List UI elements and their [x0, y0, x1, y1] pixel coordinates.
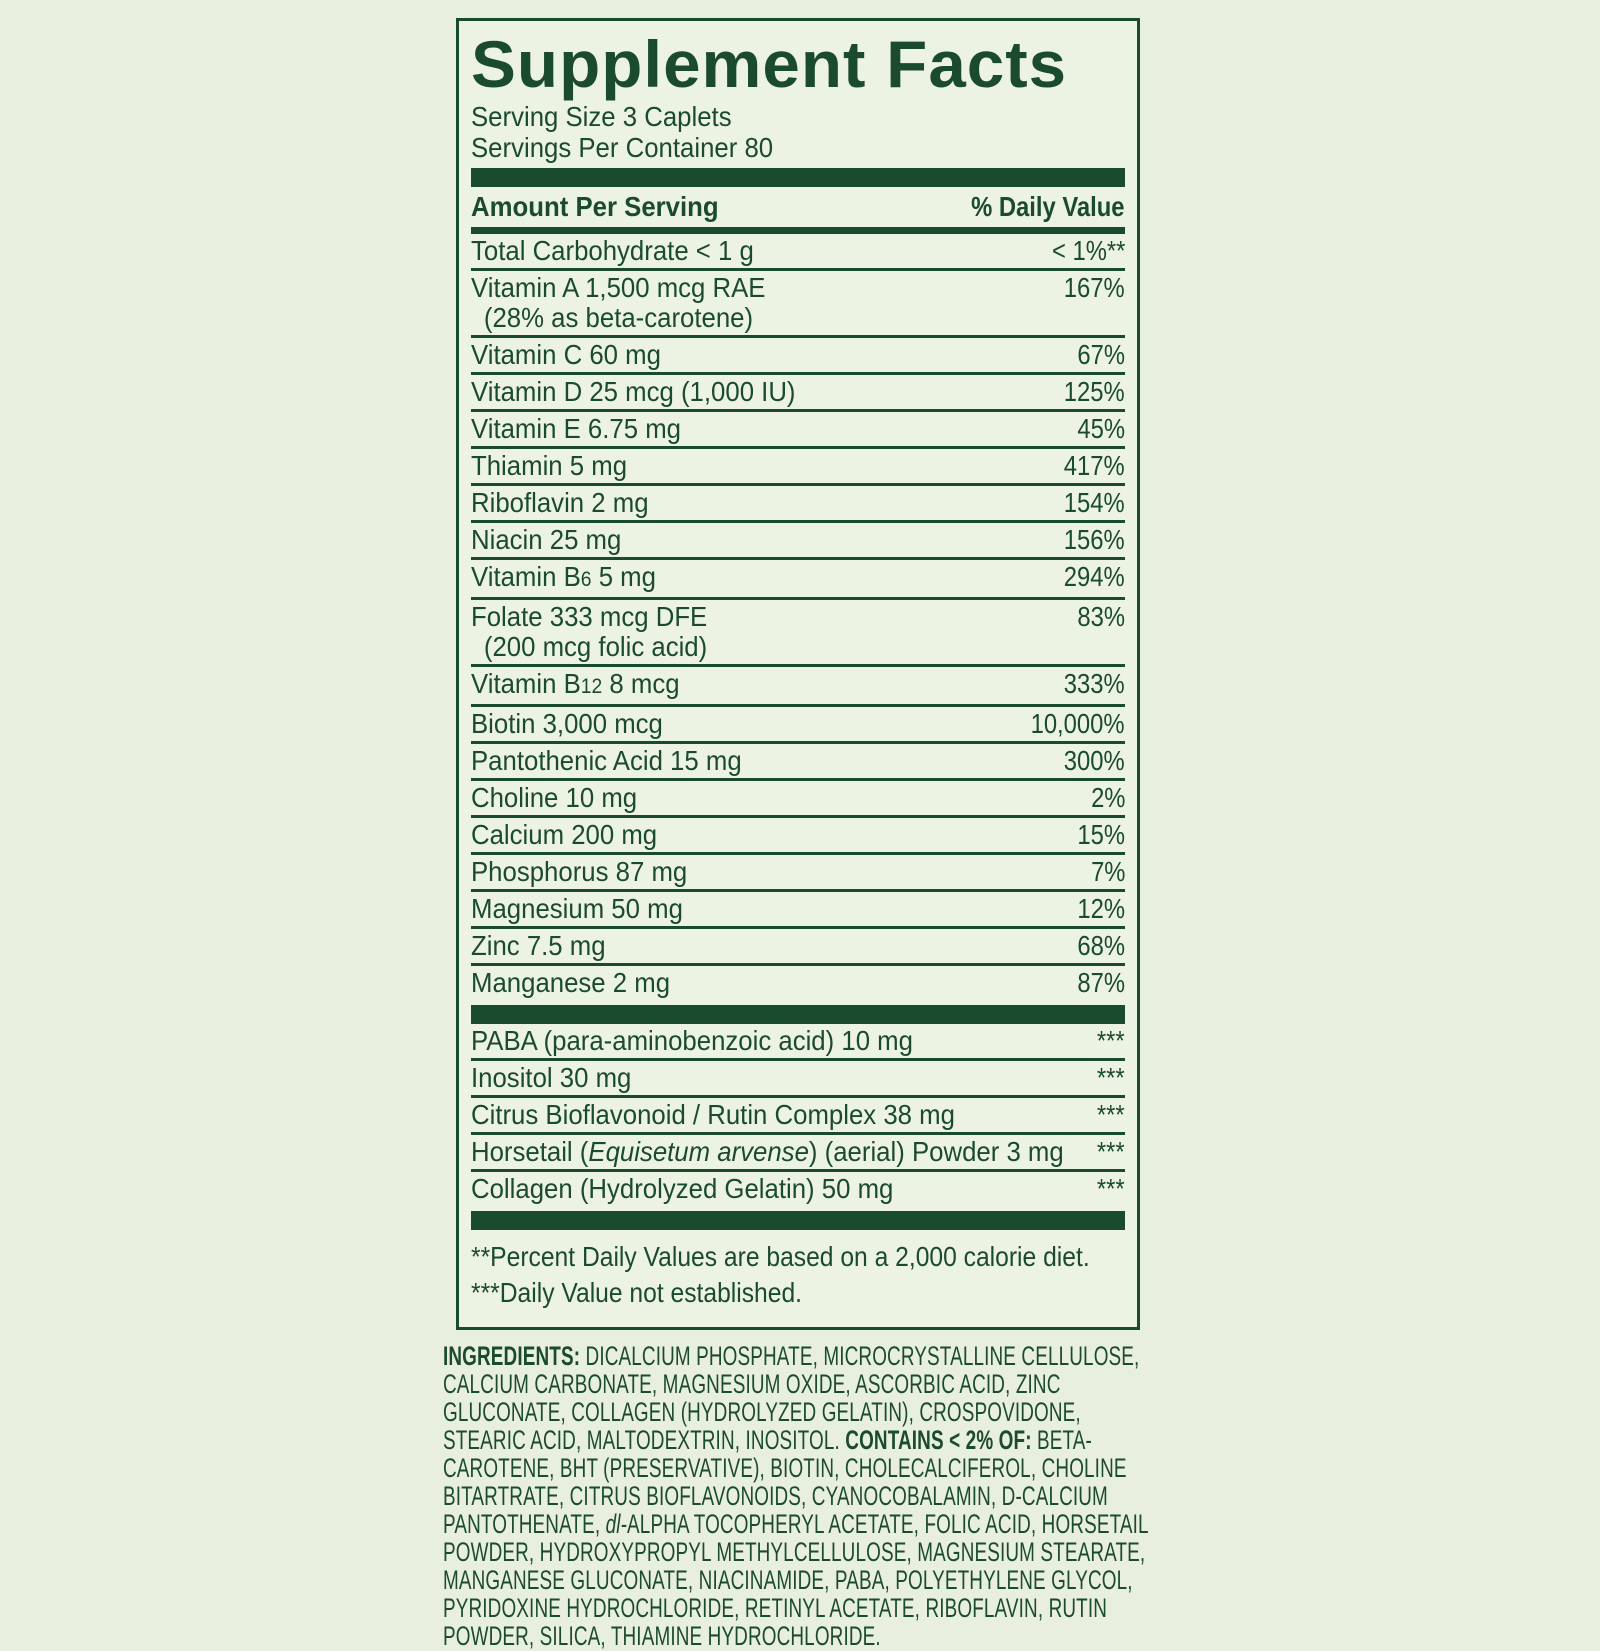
nutrient-row — [471, 600, 1125, 667]
text: PABA (para-aminobenzoic acid) 10 mg — [471, 1025, 913, 1056]
nutrient-row — [471, 1061, 1125, 1098]
nutrient-row — [471, 560, 1125, 600]
nutrient-label — [471, 1100, 1073, 1130]
servings-per-container: Servings Per Container 80 — [471, 132, 774, 163]
text: 5 mg — [591, 561, 656, 592]
italic-text: dl- — [605, 1509, 628, 1539]
divider-bar-bottom — [471, 1211, 1125, 1230]
nutrient-value: 68% — [1077, 930, 1125, 961]
other-ingredients-table — [471, 1024, 1125, 1206]
footnotes — [471, 1230, 1125, 1311]
nutrient-row — [471, 271, 1125, 338]
nutrient-row — [471, 818, 1125, 855]
table-header — [471, 187, 1125, 227]
nutrient-row — [471, 1172, 1125, 1206]
text: 8 mcg — [602, 668, 680, 699]
nutrient-value: 333% — [1064, 668, 1125, 699]
text: Choline 10 mg — [471, 782, 638, 813]
divider-bar-top — [471, 168, 1125, 187]
nutrient-row — [471, 744, 1125, 781]
text: 6 — [580, 568, 592, 591]
bold-text: INGREDIENTS: — [443, 1341, 586, 1371]
nutrient-value: 2% — [1090, 782, 1125, 813]
text: Total Carbohydrate < 1 g — [471, 235, 754, 266]
text: Vitamin C 60 mg — [471, 339, 661, 370]
nutrient-label — [471, 968, 1073, 998]
text: ALPHA TOCOPHERYL ACETATE, FOLIC ACID, HORSETAIL POWDER, HYDROXYPROPYL METHYLCELLULOSE, MAGNESIUM STEARATE, MANGANESE GLUCONATE, NIACINAMIDE, PABA, POLYETHYLENE GLYCOL, PYRIDOXINE HYDROCHLORIDE, RETINYL ACETATE, RIBOFLAVIN, RUTIN POWDER, SILICA, THIAMINE HYDROCHLORIDE. — [443, 1509, 1148, 1651]
nutrient-value: 300% — [1064, 745, 1125, 776]
text: Vitamin B — [471, 668, 581, 699]
text: Niacin 25 mg — [471, 524, 622, 555]
nutrient-label — [471, 1174, 1073, 1204]
nutrient-sublabel: (28% as beta-carotene) — [483, 302, 754, 333]
nutrient-label — [471, 377, 1073, 407]
nutrient-row — [471, 781, 1125, 818]
text: ) (aerial) Powder 3 mg — [808, 1136, 1064, 1167]
nutrient-row — [471, 892, 1125, 929]
nutrient-value: 10,000% — [1031, 708, 1125, 739]
nutrient-label — [471, 820, 1073, 850]
nutrient-value: *** — [1097, 1062, 1125, 1093]
nutrient-label — [471, 451, 1073, 481]
text: Pantothenic Acid 15 mg — [471, 745, 742, 776]
text: Inositol 30 mg — [471, 1062, 632, 1093]
nutrient-label — [471, 783, 1073, 813]
nutrient-value: 154% — [1064, 487, 1125, 518]
label-content — [443, 18, 1163, 1650]
nutrient-label — [471, 894, 1073, 924]
text: Manganese 2 mg — [471, 967, 671, 998]
nutrient-label — [471, 488, 1073, 518]
amount-per-serving-header: Amount Per Serving — [471, 191, 719, 222]
nutrient-value: 125% — [1064, 376, 1125, 407]
text: Horsetail ( — [471, 1136, 589, 1167]
nutrient-row — [471, 1024, 1125, 1061]
ingredients-paragraph — [443, 1342, 1150, 1650]
nutrient-label — [471, 857, 1073, 887]
footnote-line: **Percent Daily Values are based on a 2,000 calorie diet. — [471, 1241, 1090, 1272]
nutrient-value: 294% — [1064, 561, 1125, 592]
nutrient-label — [471, 669, 1073, 702]
text: 12 — [580, 675, 603, 698]
nutrient-label — [471, 1137, 1073, 1167]
nutrient-label — [471, 525, 1073, 555]
text: Magnesium 50 mg — [471, 893, 683, 924]
nutrient-row — [471, 412, 1125, 449]
text: Phosphorus 87 mg — [471, 856, 688, 887]
text: Vitamin D 25 mcg (1,000 IU) — [471, 376, 796, 407]
text: Calcium 200 mg — [471, 819, 658, 850]
nutrient-value: 87% — [1077, 967, 1125, 998]
nutrient-label — [471, 602, 1073, 662]
nutrient-value: *** — [1097, 1025, 1125, 1056]
nutrient-row — [471, 375, 1125, 412]
text: Citrus Bioflavonoid / Rutin Complex 38 mg — [471, 1099, 955, 1130]
text: Folate 333 mcg DFE — [471, 601, 708, 632]
text: Thiamin 5 mg — [471, 450, 628, 481]
nutrient-label — [471, 709, 1073, 739]
nutrient-label — [471, 562, 1073, 595]
daily-value-header: % Daily Value — [971, 191, 1125, 222]
text: Zinc 7.5 mg — [471, 930, 606, 961]
nutrient-row — [471, 1135, 1125, 1172]
nutrient-row — [471, 449, 1125, 486]
nutrient-label — [471, 746, 1073, 776]
nutrient-label — [471, 1063, 1073, 1093]
nutrient-label — [471, 236, 1073, 266]
nutrient-label — [471, 1026, 1073, 1056]
nutrient-sublabel: (200 mcg folic acid) — [483, 631, 708, 662]
nutrient-value: 45% — [1077, 413, 1125, 444]
nutrient-row — [471, 707, 1125, 744]
nutrient-row — [471, 966, 1125, 1000]
text: Riboflavin 2 mg — [471, 487, 649, 518]
nutrient-value: 67% — [1077, 339, 1125, 370]
nutrient-value: *** — [1097, 1173, 1125, 1204]
divider-bar-middle — [471, 1005, 1125, 1024]
serving-size: Serving Size 3 Caplets — [471, 101, 732, 132]
nutrient-label — [471, 273, 1073, 333]
text: Collagen (Hydrolyzed Gelatin) 50 mg — [471, 1173, 894, 1204]
nutrient-value: < 1%** — [1051, 235, 1125, 266]
nutrient-row — [471, 929, 1125, 966]
nutrient-value: 7% — [1090, 856, 1125, 887]
text: Biotin 3,000 mcg — [471, 708, 663, 739]
footnote-line: ***Daily Value not established. — [471, 1277, 803, 1308]
bold-text: CONTAINS < 2% OF: — [845, 1425, 1038, 1455]
text: DICALCIUM PHOSPHATE, MICROCRYSTALLINE CELLULOSE, CALCIUM CARBONATE, MAGNESIUM OXIDE, ASCORBIC ACID, ZINC GLUCONATE, COLLAGEN (HYDROLYZED GELATIN), CROSPOVIDONE, STEARIC ACID, MALTODEXTRIN, INOSITOL. — [443, 1341, 1140, 1455]
text: BETA-CAROTENE, BHT (PRESERVATIVE), BIOTIN, CHOLECALCIFEROL, CHOLINE BITARTRATE, CITRUS BIOFLAVONOIDS, CYANOCOBALAMIN, D-CALCIUM PANTOTHENATE, — [443, 1425, 1127, 1539]
nutrient-label — [471, 931, 1073, 961]
nutrient-row — [471, 486, 1125, 523]
text: Vitamin A 1,500 mcg RAE — [471, 272, 766, 303]
nutrient-value: 12% — [1077, 893, 1125, 924]
nutrient-row — [471, 855, 1125, 892]
nutrient-row — [471, 1098, 1125, 1135]
nutrient-label — [471, 414, 1073, 444]
nutrient-row — [471, 523, 1125, 560]
nutrient-value: *** — [1097, 1136, 1125, 1167]
panel-title: Supplement Facts — [471, 27, 1068, 101]
header-underline — [471, 227, 1125, 234]
italic-text: Equisetum arvense — [588, 1136, 809, 1167]
nutrient-value: 15% — [1077, 819, 1125, 850]
nutrient-label — [471, 340, 1073, 370]
nutrient-row — [471, 234, 1125, 271]
text: Vitamin E 6.75 mg — [471, 413, 682, 444]
nutrient-value: 167% — [1064, 272, 1125, 303]
nutrient-value: 156% — [1064, 524, 1125, 555]
nutrient-value: 83% — [1077, 601, 1125, 632]
text: Vitamin B — [471, 561, 581, 592]
nutrient-row — [471, 667, 1125, 707]
nutrient-value: *** — [1097, 1099, 1125, 1130]
nutrient-value: 417% — [1064, 450, 1125, 481]
nutrient-row — [471, 338, 1125, 375]
nutrient-table — [471, 234, 1125, 1000]
supplement-facts-panel — [456, 18, 1140, 1330]
